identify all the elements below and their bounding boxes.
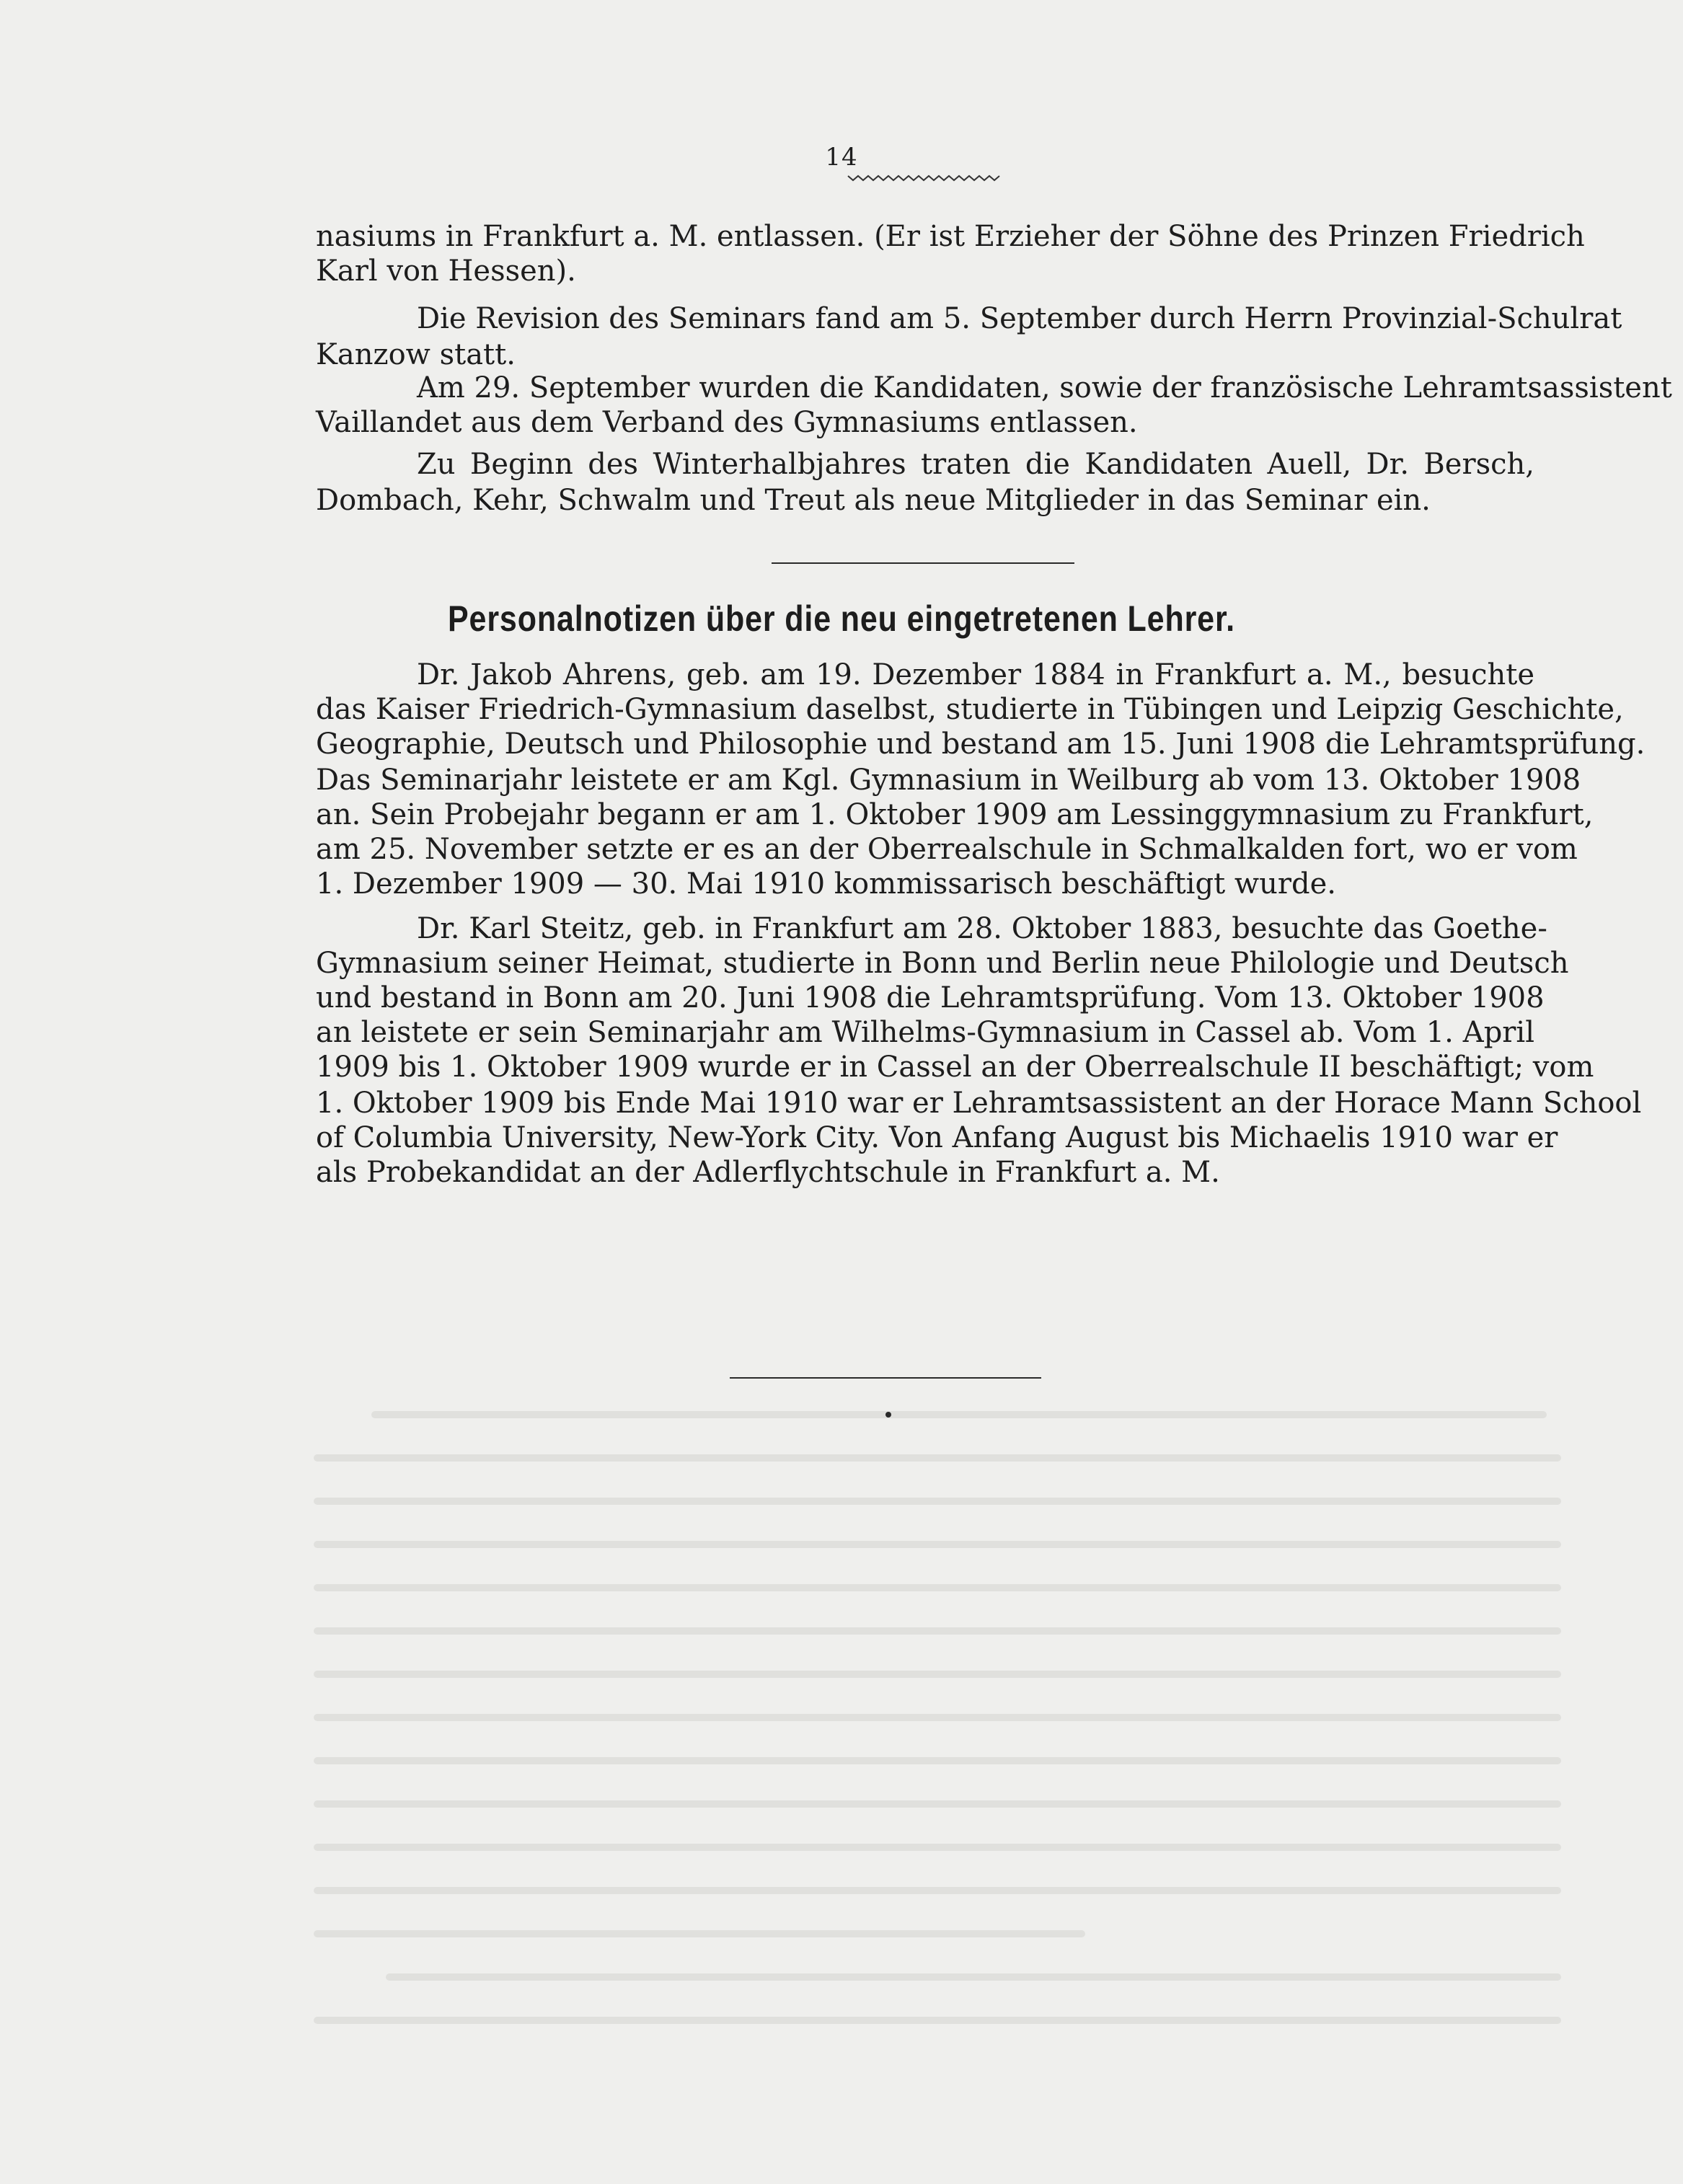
ahrens-line: am 25. November setzte er es an der Oberrealschule in Schmalkalden fort, wo er vom [316,833,1578,866]
intro-line: nasiums in Frankfurt a. M. entlassen. (Er ist Erzieher der Söhne des Prinzen Friedrich [316,220,1585,253]
intro-line: Die Revision des Seminars fand am 5. September durch Herrn Provinzial-Schulrat [417,302,1622,335]
intro-line: Dombach, Kehr, Schwalm und Treut als neue Mitglieder in das Seminar ein. [316,484,1431,517]
steitz-line: Dr. Karl Steitz, geb. in Frankfurt am 28. Oktober 1883, besuchte das Goethe- [417,912,1547,945]
steitz-line: und bestand in Bonn am 20. Juni 1908 die Lehramtsprüfung. Vom 13. Oktober 1908 [316,981,1545,1014]
ahrens-line: Dr. Jakob Ahrens, geb. am 19. Dezember 1884 in Frankfurt a. M., besuchte [417,658,1534,691]
page-number: 14 [825,143,858,172]
intro-line: Zu Beginn des Winterhalbjahres traten die Kandidaten Auell, Dr. Bersch, [417,448,1534,481]
closing-divider [730,1377,1041,1379]
steitz-line: 1909 bis 1. Oktober 1909 wurde er in Cassel an der Oberrealschule II beschäftigt; vom [316,1051,1594,1084]
intro-line: Kanzow statt. [316,338,516,371]
section-divider [772,562,1074,564]
intro-line: Am 29. September wurden die Kandidaten, sowie der französische Lehramtsassistent [417,371,1672,404]
ahrens-line: Das Seminarjahr leistete er am Kgl. Gymnasium in Weilburg ab vom 13. Oktober 1908 [316,764,1581,797]
steitz-line: of Columbia University, New-York City. Von Anfang August bis Michaelis 1910 war er [316,1121,1558,1154]
closing-dot [885,1412,891,1418]
steitz-line: als Probekandidat an der Adlerflychtschule in Frankfurt a. M. [316,1156,1220,1189]
ahrens-line: Geographie, Deutsch und Philosophie und bestand am 15. Juni 1908 die Lehramtsprüfung. [316,728,1646,761]
intro-line: Vaillandet aus dem Verband des Gymnasiums entlassen. [316,406,1138,439]
ahrens-line: an. Sein Probejahr begann er am 1. Oktober 1909 am Lessinggymnasium zu Frankfurt, [316,798,1594,831]
steitz-line: Gymnasium seiner Heimat, studierte in Bonn und Berlin neue Philologie und Deutsch [316,947,1569,980]
ahrens-line: das Kaiser Friedrich-Gymnasium daselbst, studierte in Tübingen und Leipzig Geschichte, [316,693,1624,726]
steitz-line: 1. Oktober 1909 bis Ende Mai 1910 war er Lehramtsassistent an der Horace Mann School [316,1087,1642,1120]
section-heading: Personalnotizen über die neu eingetretenen Lehrer. [448,598,1235,639]
page-number-ornament [848,173,1002,183]
intro-line: Karl von Hessen). [316,255,576,288]
steitz-line: an leistete er sein Seminarjahr am Wilhelms-Gymnasium in Cassel ab. Vom 1. April [316,1016,1534,1049]
ahrens-line: 1. Dezember 1909 — 30. Mai 1910 kommissarisch beschäftigt wurde. [316,867,1336,901]
